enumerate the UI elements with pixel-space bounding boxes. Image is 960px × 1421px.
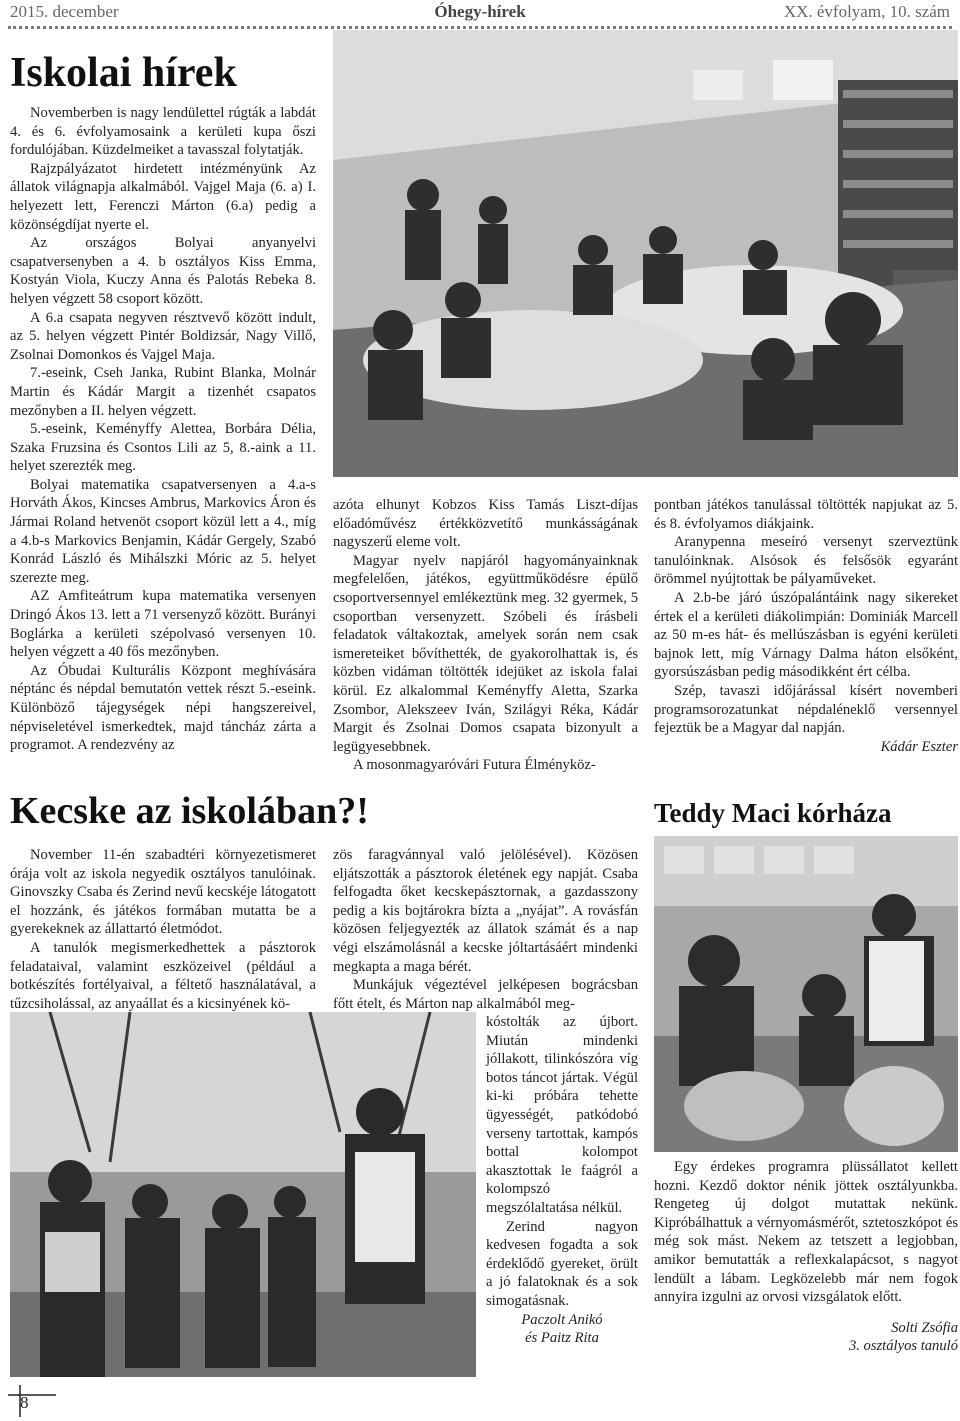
paragraph: Zerind nagyon kedvesen fogadta a sok érdeklődő gyereket, örült a jó falatoknak és a sok simogatásnak. <box>486 1218 638 1309</box>
author-signature: 3. osztályos tanuló <box>848 1338 958 1355</box>
paragraph: Rajzpályázatot hirdetett intézményünk Az állatok világnapja alkalmából. Vajgel Maja (6. a) I. helyezett lett, Ferenczi Márton (6.a) pedig a közönségdíjat nyerte el. <box>10 160 316 233</box>
author-signature: és Paitz Rita <box>525 1330 599 1347</box>
paragraph: A 6.a csapata negyven résztvevő között indult, az 5. helyen végzett Pintér Boldizsár, Nagy Villő, Zsolnai Domonkos és Vajgel Maja. <box>10 309 316 363</box>
paragraph: A mosonmagyaróvári Futura Élményköz- <box>353 757 596 774</box>
paragraph: Aranypenna meseíró versenyt szerveztünk tanulóinknak. Alsósok és felsősök egyaránt örömmel nyújtottak be pályaműveket. <box>654 534 958 588</box>
article3-column <box>654 1158 958 1356</box>
author-signature: Kádár Eszter <box>880 738 958 755</box>
article-title-teddy: Teddy Maci kórháza <box>654 798 892 828</box>
article2-column-2b <box>486 1013 638 1348</box>
article1-column-1 <box>10 104 316 755</box>
article1-column-3 <box>654 496 958 756</box>
page-number: 8 <box>20 1393 29 1412</box>
article-title-kecske: Kecske az iskolában?! <box>10 790 369 832</box>
teddy-hospital-photo-image <box>654 836 958 1152</box>
header-date: 2015. december <box>10 2 119 21</box>
paragraph: A 2.b-be járó úszópalántáink nagy sikereket értek el a kerületi diákolimpián: Dominiák Marcell az 50 m-es hát- és mellúszásban is egyéni kerületi bajnok lett, míg Várnagy Dalma háton elsőként, gyorsúszásban pedig másodikként ért célba. <box>654 589 958 681</box>
paragraph: Novemberben is nagy lendülettel rúgták a labdát 4. és 6. évfolyamosaink a kerületi kupa őszi fordulójában. Küzdelmeiket a tavasszal folytatják. <box>10 105 316 159</box>
paragraph: kóstolták az újbort. Miután mindenki jóllakott, tilinkószóra víg botos táncot jártak. Végül ki-ki próbára tehette ügyességét, patkódobó verseny tartottak, kampós bottal kolompot akasztottak le faágról a kolompszó megszólaltatása nélkül. <box>486 1014 638 1216</box>
article1-column-2 <box>333 496 638 775</box>
paragraph: Bolyai matematika csapatversenyen a 4.a-s Horváth Ákos, Kincses Ambrus, Markovics Áron és Jármai Roland hetvenöt csoport közül lett a 4., míg a 4.b-s Markovics Benjamin, Kádár Gergely, Szabó Konrád László és Mihálszki Móric az 5. helyet szerezte meg. <box>10 476 316 586</box>
paragraph: November 11-én szabadtéri környezetismeret órája volt az iskola negyedik osztályos tanulóinak. Ginovszky Csaba és Zerind nevű kecskéje látogatott el hozzánk, és játékos formában mutatta be a gyerekeknek az állattartó életmódot. <box>10 847 316 938</box>
author-signature: Paczolt Anikó <box>521 1311 603 1328</box>
page-number-box <box>8 1385 56 1417</box>
paragraph: AZ Amfiteátrum kupa matematika versenyen Dringó Ákos 13. lett a 71 versenyző között. Burányi Boglárka a kerületi szépolvasó versenyen 10. helyen végzett a 40 fős mezőnyben. <box>10 588 316 661</box>
paragraph: Magyar nyelv napjáról hagyományainknak megfelelően, játékos, együttműködésre épülő csoportversennyel emlékeztünk meg. 32 gyermek, 5 csoportban versenyzett. Szóbeli és írásbeli feladatok váltakoztak, amelyek során nem csak ismereteiket bővíthették, de gyakorolhattak is, és közben vidáman töltötték idejüket az iskola falai körül. Ez alkalommal Keményffy Aletta, Szarka Zsombor, Alekszeev Iván, Szilágyi Réka, Kádár Margit és Zsolnai Domos csapata bizonyult a legügyesebbnek. <box>333 552 638 755</box>
paragraph: A tanulók megismerkedhettek a pásztorok feladataival, valamint eszközeivel (például a botkészítés fortélyaival, a féltető használatával, a tűzcsiholással, az anyaállat és a kicsinyének kö- <box>10 939 316 1012</box>
paragraph: Szép, tavaszi időjárással kísért novemberi programsorozatunkat népdaléneklő versennyel fejeztük be a Magyar dal napján. <box>654 682 958 737</box>
paragraph: azóta elhunyt Kobzos Kiss Tamás Liszt-díjas előadóművész értékközvetítő munkásságának nagyszerű eleme volt. <box>333 497 638 551</box>
paragraph: Egy érdekes programra plüssállatot kellett hozni. Kezdő doktor nénik jöttek osztályunkba. Rengeteg új dolgot mutattak nekünk. Kipróbálhattuk a vérnyomásmérőt, sztetoszkópot és még sok mást. Nekem az tetszett a legjobban, amikor bemutatták a reflexkalapácsot, s nagyot lendült a lábam. Legközelebb már nem fogok annyira izgulni az orvosi vizsgálatok előtt. <box>654 1159 958 1306</box>
classroom-photo-image <box>333 30 958 477</box>
paragraph: pontban játékos tanulással töltötték napjukat az 5. és 8. évfolyamos diákjaink. <box>654 497 958 532</box>
paragraph: 7.-eseink, Cseh Janka, Rubint Blanka, Molnár Martin és Kádár Margit a tizenhét csapatos mezőnyben a II. helyen végzett. <box>10 365 316 419</box>
header-dotted-rule <box>8 26 952 29</box>
paragraph: 5.-eseink, Keményffy Alettea, Borbára Délia, Szaka Fruzsina és Csontos Lili az 5, 8.-aink a 11. helyet szerezték meg. <box>10 421 316 475</box>
classroom-photo <box>333 30 958 477</box>
article-title-iskolai-hirek: Iskolai hírek <box>10 50 237 96</box>
goat-visit-photo-image <box>10 1012 476 1377</box>
article2-column-1 <box>10 846 316 1013</box>
teddy-hospital-photo <box>654 836 958 1152</box>
paragraph: Az országos Bolyai anyanyelvi csapatversenyben a 4. b osztályos Kiss Emma, Kostyán Viola, Kuczy Anna és Palotás Rebeka 8. helyen végzett 58 csoport között. <box>10 235 316 307</box>
header-volume: XX. évfolyam, 10. szám <box>783 2 950 21</box>
author-signature: Solti Zsófia <box>891 1319 958 1336</box>
paragraph: Az Óbudai Kulturális Központ meghívására néptánc és népdal bemutatón vettek részt 5.-eseink. Különböző tájegységek népi hangszereivel, népviseletével ismerkedtek, majd táncház zárta a programot. A rendezvény az <box>10 662 316 754</box>
paragraph: zös faragvánnyal való jelölésével). Közösen eljátszották a pásztorok életének egy napját. Csaba felfogadta őket kecskepásztornak, a gazdasszony pedig a kis bojtárokra bízta a „nyájat”. A rovásfán közösen feljegyezték az állatok számát és a nap végi elszámolásnál a kecske jóltartásáért mindenki megkapta a maga bérét. <box>333 847 638 975</box>
header-paper-name: Óhegy-hírek <box>434 2 526 21</box>
article2-column-2 <box>333 846 638 1013</box>
paragraph: Munkájuk végeztével jelképesen bográcsban főtt ételt, és Márton nap alkalmából meg- <box>333 977 638 1012</box>
goat-visit-photo <box>10 1012 476 1377</box>
